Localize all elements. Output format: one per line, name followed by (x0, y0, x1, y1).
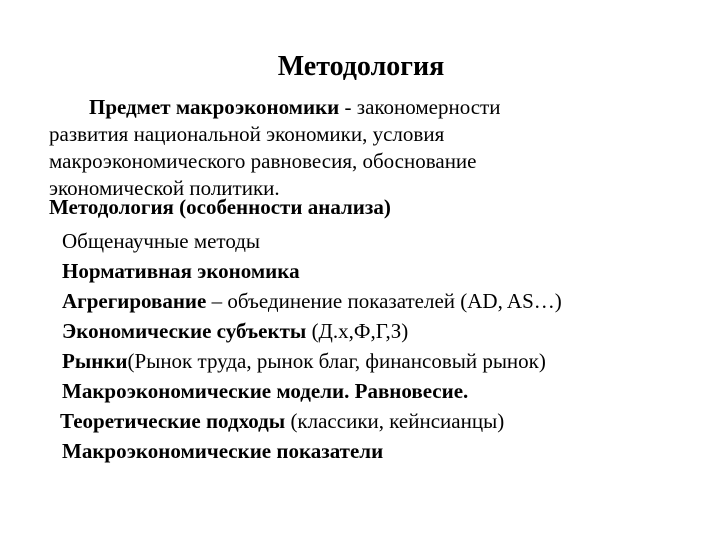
list-item (62, 436, 702, 466)
list-item (62, 256, 702, 286)
intro-line-4: экономической политики. (49, 176, 280, 200)
intro-paragraph (49, 94, 689, 202)
item-text: (Д.х,Ф,Г,З) (306, 319, 409, 343)
intro-line-3: макроэкономического равновесия, обоснование (49, 149, 477, 173)
list-item (60, 406, 702, 436)
item-bold-text: Макроэкономические показатели (62, 439, 384, 463)
list-item (62, 226, 702, 256)
subject-rest: - закономерности (339, 95, 501, 119)
item-text: (Рынок труда, рынок благ, финансовый рынок) (127, 349, 546, 373)
item-bold-text: Агрегирование (62, 289, 207, 313)
item-bold-text: Рынки (62, 349, 128, 373)
slide-title: Методология (277, 51, 445, 82)
item-text: Общенаучные методы (62, 229, 261, 253)
list-item (62, 376, 702, 406)
item-bold-text: Макроэкономические модели. Равновесие. (62, 379, 469, 403)
item-text: – объединение показателей (AD, AS…) (206, 289, 562, 313)
list-item (62, 346, 702, 376)
methodology-heading: Методология (особенности анализа) (49, 195, 391, 219)
list-item (62, 286, 702, 316)
item-bold-text: Теоретические подходы (60, 409, 286, 433)
methodology-list (62, 226, 702, 466)
item-text: (классики, кейнсианцы) (285, 409, 505, 433)
item-bold-text: Нормативная экономика (62, 259, 300, 283)
list-item (62, 316, 702, 346)
intro-line-2: развития национальной экономики, условия (49, 122, 445, 146)
item-bold-text: Экономические субъекты (62, 319, 307, 343)
intro-line-1 (49, 94, 689, 121)
subject-term: Предмет макроэкономики (89, 95, 340, 119)
